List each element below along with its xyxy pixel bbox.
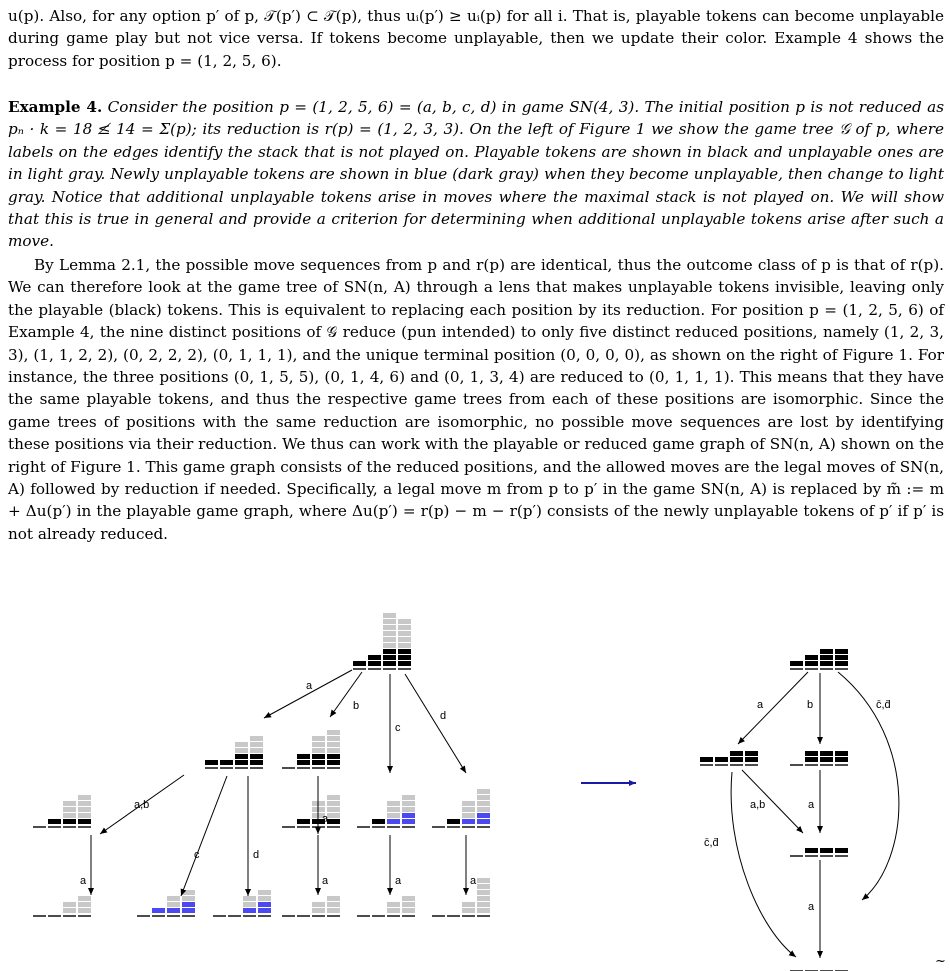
playable-token [398,655,411,660]
new-unplayable-token [182,908,195,913]
unplayable-token [398,631,411,636]
playable-token [327,760,340,765]
playable-token [745,751,758,756]
unplayable-token [387,807,400,812]
unplayable-token [78,902,91,907]
unplayable-token [383,613,396,618]
unplayable-token [327,730,340,735]
unplayable-token [258,896,271,901]
unplayable-token [182,896,195,901]
label-root-a: a [306,680,313,692]
edge-root-a [264,670,352,718]
node-t1 [33,896,91,916]
label-root-c: c [395,722,401,734]
playable-token [220,760,233,765]
unplayable-token [327,795,340,800]
playable-token [835,649,848,654]
playable-token [820,661,833,666]
graph-node-lower [790,848,848,856]
node-m3 [357,795,415,827]
playable-token [805,751,818,756]
playable-token [297,760,310,765]
unplayable-token [78,896,91,901]
new-unplayable-token [152,908,165,913]
unplayable-token [327,813,340,818]
graph-node-root [790,649,848,669]
unplayable-token [312,748,325,753]
playable-token [297,819,310,824]
unplayable-token [383,625,396,630]
unplayable-token [167,896,180,901]
unplayable-token [312,908,325,913]
new-unplayable-token [477,813,490,818]
unplayable-token [327,896,340,901]
node-l1-b [282,730,340,768]
unplayable-token [477,807,490,812]
playable-token [78,819,91,824]
label-l2-a: a [322,813,329,825]
playable-token [730,751,743,756]
unplayable-token [167,902,180,907]
playable-token [835,757,848,762]
node-root [353,613,411,669]
unplayable-token [327,807,340,812]
graph-label-mid-a: a [808,799,815,811]
unplayable-token [78,795,91,800]
unplayable-token [250,736,263,741]
unplayable-token [477,878,490,883]
playable-token [805,661,818,666]
graph-label-a: a [757,699,764,711]
unplayable-token [387,908,400,913]
node-m2 [282,795,340,827]
new-unplayable-token [477,819,490,824]
edge-l1-c [181,776,227,896]
unplayable-token [402,896,415,901]
playable-token [297,754,310,759]
node-m1 [33,795,91,827]
unplayable-token [63,807,76,812]
unplayable-token [398,625,411,630]
unplayable-token [462,807,475,812]
unplayable-token [78,807,91,812]
playable-token [312,760,325,765]
new-unplayable-token [387,819,400,824]
unplayable-token [312,902,325,907]
unplayable-token [312,742,325,747]
unplayable-token [462,902,475,907]
label-m3-a: a [395,875,402,887]
graph-edge-a [738,672,808,744]
playable-token [790,661,803,666]
playable-token [48,819,61,824]
label-m2-a: a [322,875,329,887]
playable-token [820,649,833,654]
playable-token [398,649,411,654]
unplayable-token [243,902,256,907]
playable-token [235,754,248,759]
graph-node-left [700,751,758,765]
unplayable-token [383,637,396,642]
playable-token [835,661,848,666]
new-unplayable-token [258,902,271,907]
example-heading: Example 4. [8,98,103,116]
label-l1-ab: a,b [134,799,150,811]
playable-token [312,754,325,759]
node-t3 [213,890,271,916]
playable-token [250,754,263,759]
unplayable-token [398,619,411,624]
page-footer-glyph: ~ [935,954,946,969]
playable-token [327,754,340,759]
unplayable-token [462,813,475,818]
unplayable-token [462,801,475,806]
position-nodes [33,613,848,971]
node-t2 [137,890,195,916]
playable-token [835,751,848,756]
graph-label-b: b [807,699,814,711]
unplayable-token [402,807,415,812]
playable-token [383,649,396,654]
unplayable-token [327,902,340,907]
label-m1-a: a [80,875,87,887]
playable-token [353,661,366,666]
unplayable-token [477,884,490,889]
unplayable-token [477,896,490,901]
unplayable-token [477,795,490,800]
label-l1-c: c [194,849,200,861]
node-t5 [357,896,415,916]
unplayable-token [258,890,271,895]
unplayable-token [402,902,415,907]
playable-token [368,661,381,666]
playable-token [805,655,818,660]
playable-token [715,757,728,762]
unplayable-token [327,748,340,753]
unplayable-token [78,908,91,913]
unplayable-token [477,789,490,794]
unplayable-token [250,742,263,747]
playable-token [805,757,818,762]
unplayable-token [477,902,490,907]
unplayable-token [383,643,396,648]
unplayable-token [327,742,340,747]
playable-token [398,661,411,666]
unplayable-token [78,813,91,818]
unplayable-token [235,742,248,747]
unplayable-token [402,795,415,800]
new-unplayable-token [258,908,271,913]
playable-token [805,848,818,853]
unplayable-token [235,748,248,753]
label-m4-a: a [470,875,477,887]
unplayable-token [63,801,76,806]
unplayable-token [387,902,400,907]
playable-token [250,760,263,765]
playable-token [730,757,743,762]
unplayable-token [477,801,490,806]
playable-token [820,751,833,756]
unplayable-token [387,813,400,818]
graph-label-cd-top: c̄,d̄ [876,699,891,711]
unplayable-token [250,748,263,753]
unplayable-token [387,801,400,806]
label-root-d: d [440,710,447,722]
unplayable-token [327,908,340,913]
unplayable-token [462,908,475,913]
new-unplayable-token [182,902,195,907]
unplayable-token [63,908,76,913]
game-edges [91,535,899,958]
node-t4 [282,896,340,916]
playable-token [447,819,460,824]
unplayable-token [182,890,195,895]
playable-token [745,757,758,762]
graph-label-ab: a,b [750,799,766,811]
unplayable-token [383,619,396,624]
graph-label-term-a: a [808,901,815,913]
unplayable-token [327,801,340,806]
unplayable-token [78,801,91,806]
new-unplayable-token [402,819,415,824]
edge-root-d [405,674,466,773]
playable-token [235,760,248,765]
unplayable-token [402,801,415,806]
label-root-b: b [353,700,360,712]
playable-token [372,819,385,824]
unplayable-token [477,890,490,895]
unplayable-token [243,896,256,901]
playable-token [820,655,833,660]
playable-token [820,757,833,762]
node-l1-a [205,736,263,768]
graph-label-cd-left: c̄,d̄ [704,837,719,849]
unplayable-token [63,813,76,818]
new-unplayable-token [243,908,256,913]
new-unplayable-token [167,908,180,913]
playable-token [63,819,76,824]
new-unplayable-token [462,819,475,824]
unplayable-token [398,637,411,642]
unplayable-token [398,643,411,648]
unplayable-token [312,736,325,741]
playable-token [368,655,381,660]
unplayable-token [383,631,396,636]
example-body: Consider the position p = (1, 2, 5, 6) = (a, b, c, d) in game SN(4, 3). The initial position p is not reduced as pₙ · k = 18 ≰ 14 = Σ(p); its reduction is r(p) = (1, 2, 3, 3). On the left of Figure 1 we show the game tree 𝒢 of p, where labels on the edges identify the stack that is not played on. Playable tokens are shown in black and unplayable ones are in light gray. Newly unplayable tokens are shown in blue (dark gray) when they become unplayable, then change to light gray. Notice that additional unplayable tokens arise in moves where the maximal stack is not played on. We will show that this is true in general and provide a criterion for determining when additional unplayable tokens arise after such a move. [8,98,944,251]
playable-token [835,655,848,660]
playable-token [205,760,218,765]
playable-token [383,661,396,666]
graph-node-mid [790,751,848,765]
new-unplayable-token [402,813,415,818]
playable-token [327,819,340,824]
playable-token [383,655,396,660]
playable-token [820,848,833,853]
node-m4 [432,789,490,827]
paragraph-1-text: u(p). Also, for any option p′ of p, 𝒯(p′) ⊂ 𝒯(p), thus uᵢ(p′) ≥ uᵢ(p) for all i. That is, playable tokens can become unplayable during game play but not vice versa. If tokens become unplayable, then we update their color. Example 4 shows the process for position p = (1, 2, 5, 6). [8,7,944,70]
unplayable-token [63,902,76,907]
unplayable-token [327,736,340,741]
playable-token [835,848,848,853]
playable-token [700,757,713,762]
label-l1-d: d [253,849,260,861]
node-t6 [432,878,490,916]
unplayable-token [477,908,490,913]
paragraph-3-text: By Lemma 2.1, the possible move sequences from p and r(p) are identical, thus the outcome class of p is that of r(p). We can therefore look at the game tree of SN(n, A) through a lens that makes unplayable tokens invisible, leaving only the playable (black) tokens. This is equivalent to replacing each position by its reduction. For position p = (1, 2, 5, 6) of Example 4, the nine distinct positions of 𝒢 reduce (pun intended) to only five distinct reduced positions, namely (1, 2, 3, 3), (1, 1, 2, 2), (0, 2, 2, 2), (0, 1, 1, 1), and the unique terminal position (0, 0, 0, 0), as shown on the right of Figure 1. For instance, the three positions (0, 1, 5, 5), (0, 1, 4, 6) and (0, 1, 3, 4) are reduced to (0, 1, 1, 1). This means that they have the same playable tokens, and thus the respective game trees from each of these positions are isomorphic. Since the game trees of positions with the same reduction are isomorphic, no possible move sequences are lost by identifying these positions via their reduction. We thus can work with the playable or reduced game graph of SN(n, A) shown on the right of Figure 1. This game graph consists of the reduced positions, and the allowed moves are the legal moves of SN(n, A) followed by reduction if needed. Specifically, a legal move m from p to p′ in the game SN(n, A) is replaced by m̃ := m + Δu(p′) in the playable game graph, where Δu(p′) = r(p) − m − r(p′) consists of the newly unplayable tokens of p′ if p′ is not already reduced. [8,256,944,543]
unplayable-token [402,908,415,913]
